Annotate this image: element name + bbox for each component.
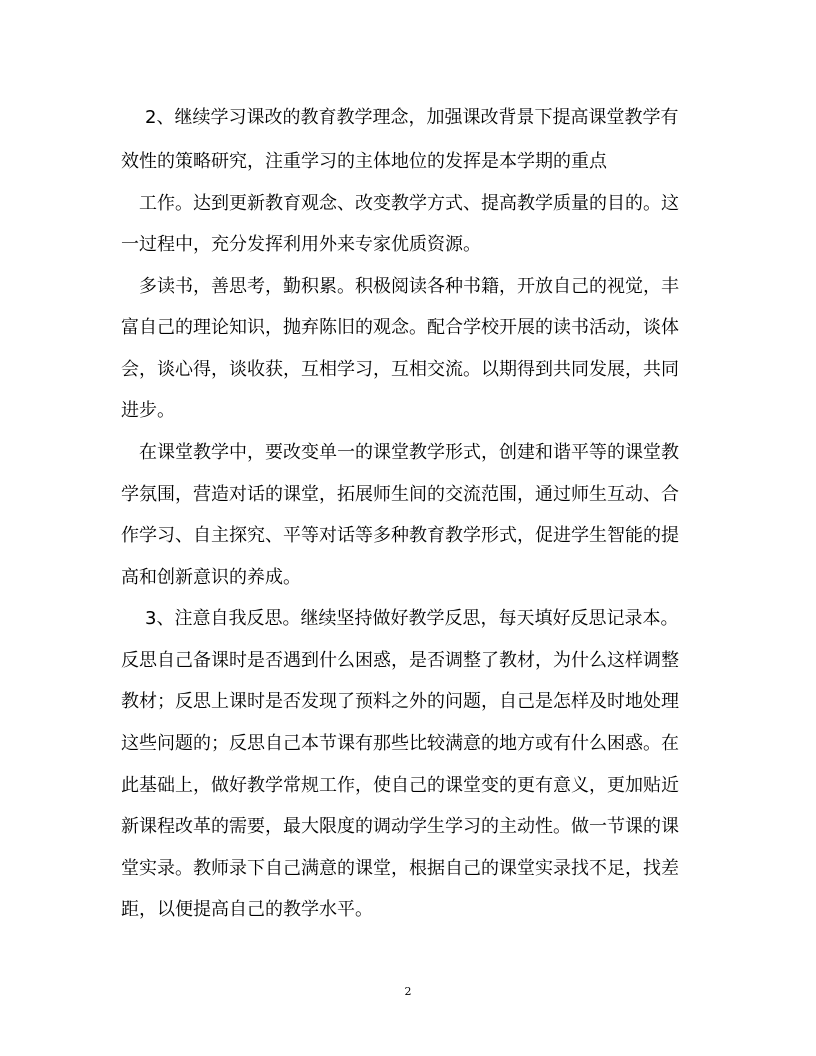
paragraph-5-line-7: 堂实录。教师录下自己满意的课堂，根据自己的课堂实录找不足，找差 <box>121 858 679 879</box>
paragraph-5-line-5: 此基础上，做好教学常规工作，使自己的课堂变的更有意义，更加贴近 <box>121 775 679 796</box>
paragraph-3-line-3: 会，谈心得，谈收获，互相学习，互相交流。以期得到共同发展，共同 <box>121 359 679 380</box>
paragraph-2-line-2: 一过程中，充分发挥利用外来专家优质资源。 <box>121 234 481 255</box>
paragraph-4-line-2: 学氛围，营造对话的课堂，拓展师生间的交流范围，通过师生互动、合 <box>121 484 679 505</box>
paragraph-4-line-1: 在课堂教学中，要改变单一的课堂教学形式，创建和谐平等的课堂教 <box>139 442 679 463</box>
paragraph-4-line-3: 作学习、自主探究、平等对话等多种教育教学形式，促进学生智能的提 <box>121 525 679 546</box>
paragraph-5-line-3: 教材；反思上课时是否发现了预料之外的问题，自己是怎样及时地处理 <box>121 691 679 712</box>
paragraph-2-line-1: 工作。达到更新教育观念、改变教学方式、提高教学质量的目的。这 <box>139 193 679 214</box>
paragraph-1-line-2: 效性的策略研究，注重学习的主体地位的发挥是本学期的重点 <box>121 151 607 172</box>
paragraph-5-line-8: 距，以便提高自己的教学水平。 <box>121 899 373 920</box>
paragraph-5-line-6: 新课程改革的需要，最大限度的调动学生学习的主动性。做一节课的课 <box>121 816 679 837</box>
paragraph-3-line-1: 多读书，善思考，勤积累。积极阅读各种书籍，开放自己的视觉，丰 <box>139 276 679 297</box>
page-number: 2 <box>404 985 412 998</box>
paragraph-5-line-2: 反思自己备课时是否遇到什么困惑，是否调整了教材，为什么这样调整 <box>121 650 679 671</box>
paragraph-4-line-4: 高和创新意识的养成。 <box>121 567 301 588</box>
paragraph-5-line-1: 3、注意自我反思。继续坚持做好教学反思，每天填好反思记录本。 <box>145 608 679 629</box>
paragraph-3-line-2: 富自己的理论知识，抛弃陈旧的观念。配合学校开展的读书活动，谈体 <box>121 317 679 338</box>
paragraph-3-line-4: 进步。 <box>121 400 175 421</box>
paragraph-5-line-4: 这些问题的；反思自己本节课有那些比较满意的地方或有什么困惑。在 <box>121 733 679 754</box>
paragraph-1-line-1: 2、继续学习课改的教育教学理念，加强课改背景下提高课堂教学有 <box>145 107 679 128</box>
